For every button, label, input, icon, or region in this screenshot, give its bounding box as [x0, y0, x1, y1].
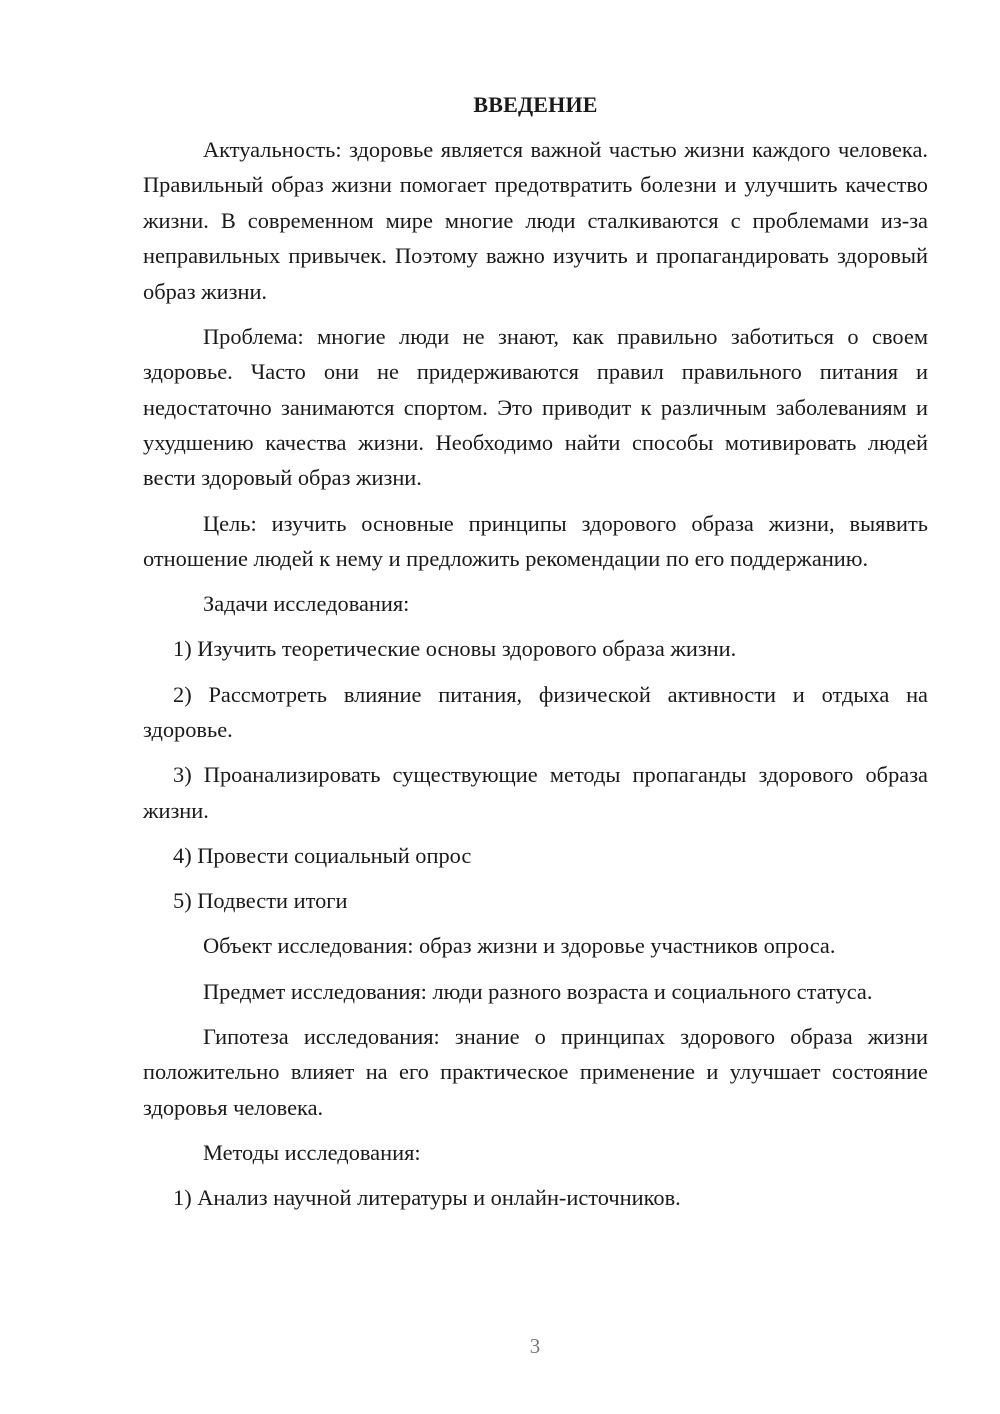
method-item-1: 1) Анализ научной литературы и онлайн-источников.	[173, 1184, 681, 1210]
page-number: 3	[529, 1334, 541, 1358]
object-paragraph: Объект исследования: образ жизни и здоровье участников опроса.	[203, 933, 836, 959]
task-item-1: 1) Изучить теоретические основы здорового образа жизни.	[173, 636, 737, 662]
methods-title: Методы исследования:	[203, 1139, 421, 1165]
section-heading: ВВЕДЕНИЕ	[473, 92, 598, 117]
document-page	[143, 92, 928, 1225]
subject-paragraph: Предмет исследования: люди разного возраста и социального статуса.	[203, 978, 873, 1004]
task-item-2: 2) Рассмотреть влияние питания, физической активности и отдыха на здоровье.	[143, 681, 928, 743]
task-item-4: 4) Провести социальный опрос	[173, 842, 472, 868]
problem-paragraph: Проблема: многие люди не знают, как правильно заботиться о своем здоровье. Часто они не придерживаются правил правильного питания и недостаточно занимаются спортом. Это приводит к различным заболеваниям и ухудшению качества жизни. Необходимо найти способы мотивировать людей вести здоровый образ жизни.	[143, 323, 928, 491]
task-item-5: 5) Подвести итоги	[173, 888, 348, 914]
task-item-3: 3) Проанализировать существующие методы пропаганды здорового образа жизни.	[143, 762, 928, 823]
goal-paragraph: Цель: изучить основные принципы здорового образа жизни, выявить отношение людей к нему и предложить рекомендации по его поддержанию.	[143, 510, 928, 572]
relevance-paragraph: Актуальность: здоровье является важной частью жизни каждого человека. Правильный образ жизни помогает предотвратить болезни и улучшить качество жизни. В современном мире многие люди сталкиваются с проблемами из-за неправильных привычек. Поэтому важно изучить и пропагандировать здоровый образ жизни.	[143, 137, 928, 304]
hypothesis-paragraph: Гипотеза исследования: знание о принципах здорового образа жизни положительно влияет на его практическое применение и улучшает состояние здоровья человека.	[143, 1023, 928, 1120]
tasks-title: Задачи исследования:	[203, 591, 410, 617]
